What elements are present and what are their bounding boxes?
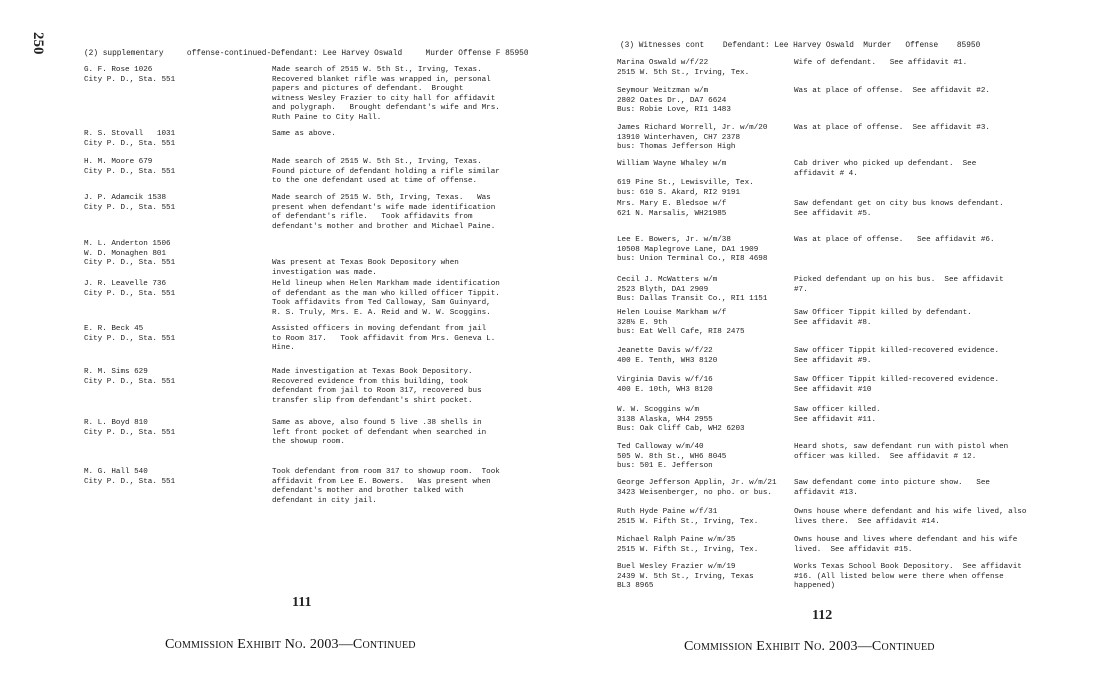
entry-name: Marina Oswald w/f/22 2515 W. 5th St., Irving, Tex. xyxy=(617,59,750,77)
entry-name: R. S. Stovall 1031 City P. D., Sta. 551 xyxy=(84,130,176,148)
left-page-header: (2) supplementary offense-continued-Defendant: Lee Harvey Oswald Murder Offense F 85950 xyxy=(84,50,529,58)
right-page-header: (3) Witnesses cont Defendant: Lee Harvey Oswald Murder Offense 85950 xyxy=(620,42,981,50)
caption-text: Commission Exhibit No. 2003—Continued xyxy=(165,637,416,652)
entry-description: Saw defendant get on city bus knows defendant. See affidavit #5. xyxy=(794,200,1004,218)
entry-name: Seymour Weitzman w/m 2802 Oates Dr., DA7 6624 Bus: Robie Love, RI1 1483 xyxy=(617,87,731,115)
entry-name: Jeanette Davis w/f/22 400 E. Tenth, WH3 8120 xyxy=(617,347,718,365)
right-page-number: 112 xyxy=(812,608,833,623)
entry-name: Lee E. Bowers, Jr. w/m/38 10508 Maplegrove Lane, DA1 1909 bus: Union Terminal Co., RI8 4698 xyxy=(617,236,768,264)
entry-name: Helen Louise Markham w/f 328½ E. 9th bus: Eat Well Cafe, RI8 2475 xyxy=(617,309,745,337)
entry-description: Owns house where defendant and his wife lived, also lives there. See affidavit #14. xyxy=(794,508,1027,526)
side-page-number: 250 xyxy=(30,32,46,55)
caption-text: Commission Exhibit No. 2003—Continued xyxy=(684,639,935,654)
entry-description: Made investigation at Texas Book Depository. Recovered evidence from this building, took defendant from jail to Room 317, recovered bus transfer slip from defendant's shirt pocket. xyxy=(272,368,482,405)
entry-description: Saw Officer Tippit killed-recovered evidence. See affidavit #10 xyxy=(794,376,1000,394)
entry-description: Took defendant from room 317 to showup room. Took affidavit from Lee E. Bowers. Was present when defendant's mother and brother talked with defendant in city jail. xyxy=(272,468,500,505)
entry-description: Saw officer killed. See affidavit #11. xyxy=(794,406,881,424)
entry-description: Made search of 2515 W. 5th St., Irving, Texas. Recovered blanket rifle was wrapped in, personal papers and pictures of defendant. Brought witness Wesley Frazier to city hall for affidavit and polygraph. Brought defendant's wife and Mrs. Ruth Paine to City Hall. xyxy=(272,66,500,122)
entry-description: Made search of 2515 W. 5th, Irving, Texas. Was present when defendant's wife made identification of defendant's rifle. Took affidavits from defendant's mother and brother and Michael Paine. xyxy=(272,194,496,231)
entry-description: Same as above. xyxy=(272,130,336,138)
entry-description: Same as above, also found 5 live .38 shells in left front pocket of defendant when searched in the showup room. xyxy=(272,419,487,447)
entry-name: J. R. Leavelle 736 City P. D., Sta. 551 xyxy=(84,280,176,298)
entry-name: R. L. Boyd 810 City P. D., Sta. 551 xyxy=(84,419,176,437)
left-page-number: 111 xyxy=(292,595,312,610)
entry-description: Owns house and lives where defendant and his wife lived. See affidavit #15. xyxy=(794,536,1018,554)
entry-description: Cab driver who picked up defendant. See affidavit # 4. xyxy=(794,160,977,178)
entry-name: Buel Wesley Frazier w/m/19 2439 W. 5th St., Irving, Texas BL3 8965 xyxy=(617,563,754,591)
right-page-caption xyxy=(684,639,935,654)
entry-description: Picked defendant up on his bus. See affidavit #7. xyxy=(794,276,1004,294)
entry-description: Saw officer Tippit killed-recovered evidence. See affidavit #9. xyxy=(794,347,1000,365)
entry-description: Assisted officers in moving defendant from jail to Room 317. Took affidavit from Mrs. Geneva L. Hine. xyxy=(272,325,496,353)
entry-name: M. G. Hall 540 City P. D., Sta. 551 xyxy=(84,468,176,486)
entry-description: Heard shots, saw defendant run with pistol when officer was killed. See affidavit # 12. xyxy=(794,443,1009,461)
entry-name: Michael Ralph Paine w/m/35 2515 W. Fifth St., Irving, Tex. xyxy=(617,536,759,554)
entry-name: Virginia Davis w/f/16 400 E. 10th, WH3 8120 xyxy=(617,376,713,394)
entry-description: Was at place of offense. See affidavit #2. xyxy=(794,87,990,95)
entry-description: Wife of defendant. See affidavit #1. xyxy=(794,59,968,67)
entry-description: Works Texas School Book Depository. See affidavit #16. (All listed below were there when offense happened) xyxy=(794,563,1022,591)
entry-name: Cecil J. McWatters w/m 2523 Blyth, DA1 2909 Bus: Dallas Transit Co., RI1 1151 xyxy=(617,276,768,304)
entry-name: W. W. Scoggins w/m 3138 Alaska, WH4 2955 Bus: Oak Cliff Cab, WH2 6203 xyxy=(617,406,745,434)
entry-description: Was at place of offense. See affidavit #6. xyxy=(794,236,995,244)
entry-description: Made search of 2515 W. 5th St., Irving, Texas. Found picture of defendant holding a rifle similar to the one defendant used at time of offense. xyxy=(272,158,500,186)
entry-description: Held lineup when Helen Markham made identification of defendant as the man who killed officer Tippit. Took affidavits from Ted Calloway, Sam Guinyard, R. S. Truly, Mrs. E. A. Reid and W. W. Scoggins. xyxy=(272,280,500,317)
entry-name: Ted Calloway w/m/40 505 W. 8th St., WH6 8045 bus: 501 E. Jefferson xyxy=(617,443,727,471)
entry-description: Was at place of offense. See affidavit #3. xyxy=(794,124,990,132)
entry-name: J. P. Adamcik 1538 City P. D., Sta. 551 xyxy=(84,194,176,212)
entry-name: E. R. Beck 45 City P. D., Sta. 551 xyxy=(84,325,176,343)
entry-name: George Jefferson Applin, Jr. w/m/21 3423 Weisenberger, no pho. or bus. xyxy=(617,479,777,497)
entry-name: William Wayne Whaley w/m 619 Pine St., Lewisville, Tex. bus: 610 S. Akard, RI2 9191 xyxy=(617,160,754,197)
entry-name: R. M. Sims 629 City P. D., Sta. 551 xyxy=(84,368,176,386)
entry-name: Mrs. Mary E. Bledsoe w/f 621 N. Marsalis, WH21985 xyxy=(617,200,727,218)
left-page-caption xyxy=(165,637,416,652)
entry-description: Saw Officer Tippit killed by defendant. See affidavit #8. xyxy=(794,309,972,327)
entry-name: G. F. Rose 1026 City P. D., Sta. 551 xyxy=(84,66,176,84)
entry-description: Was present at Texas Book Depository when investigation was made. xyxy=(272,259,459,277)
entry-name: H. M. Moore 679 City P. D., Sta. 551 xyxy=(84,158,176,176)
entry-description: Saw defendant come into picture show. See affidavit #13. xyxy=(794,479,990,497)
entry-name: Ruth Hyde Paine w/f/31 2515 W. Fifth St., Irving, Tex. xyxy=(617,508,759,526)
entry-name: James Richard Worrell, Jr. w/m/20 13910 Winterhaven, CH7 2378 bus: Thomas Jefferson High xyxy=(617,124,768,152)
entry-name: M. L. Anderton 1506 W. D. Monaghen 801 City P. D., Sta. 551 xyxy=(84,240,176,268)
